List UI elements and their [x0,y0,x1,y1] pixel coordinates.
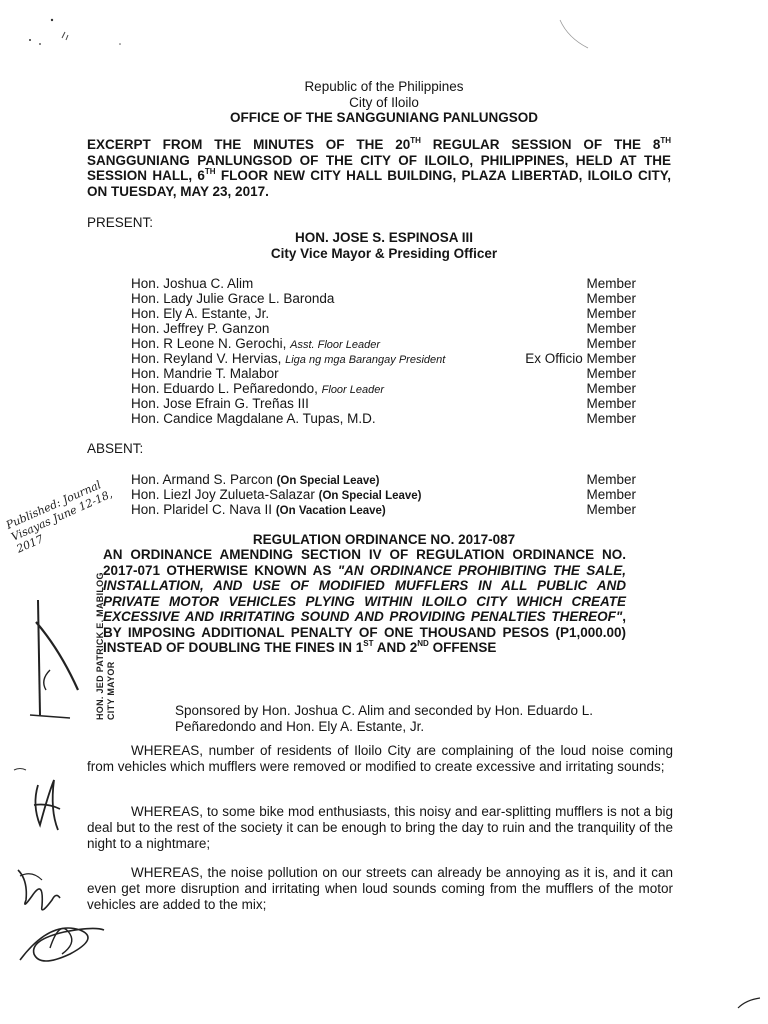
list-item: Hon. Armand S. Parcon (On Special Leave) Member [131,472,636,487]
signature-marks [0,580,130,1000]
whereas-clause: WHEREAS, number of residents of Iloilo City are complaining of the loud noise coming from vehicles which mufflers were removed or modified to create excessive and irritating sounds; [87,743,673,774]
list-item: Hon. Reyland V. Hervias, Liga ng mga Barangay President Ex Officio Member [131,351,636,366]
header-city: City of Iloilo [349,95,419,110]
presiding-name: HON. JOSE S. ESPINOSA III [294,230,474,245]
header-republic: Republic of the Philippines [304,79,464,94]
absent-label: ABSENT: [87,441,144,456]
present-label: PRESENT: [87,215,154,230]
list-item: Hon. Ely A. Estante, Jr. Member [131,306,636,321]
mayor-stamp: HON. JED PATRICK E. MABILOG CITY MAYOR [95,572,116,720]
list-item: Hon. Candice Magdalane A. Tupas, M.D. Member [131,411,636,426]
list-item: Hon. Joshua C. Alim Member [131,276,636,291]
list-item: Hon. Mandrie T. Malabor Member [131,366,636,381]
list-item: Hon. Jeffrey P. Ganzon Member [131,321,636,336]
whereas-clause: WHEREAS, the noise pollution on our streets can already be annoying as it is, and it can even get more disruption and irritating when loud sounds coming from the mufflers of the motor vehicles are added to the mix; [87,865,673,912]
published-note: Published: Journal Visayas June 12-18, 2017 [4,478,115,556]
excerpt-heading: EXCERPT FROM THE MINUTES OF THE 20TH REGULAR SESSION OF THE 8TH SANGGUNIANG PANLUNGSOD OF THE CITY OF ILOILO, PHILIPPINES, HELD AT THE SESSION HALL, 6TH FLOOR NEW CITY HALL BUILDING, PLAZA LIBERTAD, ILOILO CITY, ON TUESDAY, MAY 23, 2017. [87,136,671,199]
presiding-title: City Vice Mayor & Presiding Officer [270,246,498,261]
whereas-clause: WHEREAS, to some bike mod enthusiasts, this noisy and ear-splitting mufflers is not a big deal but to the rest of the society it can be enough to bring the day to ruin and the tranquility of the night to a nightmare; [87,804,673,851]
list-item: Hon. Liezl Joy Zulueta-Salazar (On Special Leave) Member [131,487,636,502]
header-office: OFFICE OF THE SANGGUNIANG PANLUNGSOD [229,110,538,125]
ordinance-description: AN ORDINANCE AMENDING SECTION IV OF REGULATION ORDINANCE NO. 2017-071 OTHERWISE KNOWN AS "AN ORDINANCE PROHIBITING THE SALE, INSTALLATION, AND USE OF MODIFIED MUFFLERS IN ALL PUBLIC AND PRIVATE MOTOR VEHICLES PLYING WITHIN ILOILO CITY WHICH CREATE EXCESSIVE AND IRRITATING SOUND AND PROVIDING PENALTIES THEREOF", BY IMPOSING ADDITIONAL PENALTY OF ONE THOUSAND PESOS (P1,000.00) INSTEAD OF DOUBLING THE FINES IN 1ST AND 2ND OFFENSE [103,547,626,655]
list-item: Hon. Lady Julie Grace L. Baronda Member [131,291,636,306]
sponsor-line: Sponsored by Hon. Joshua C. Alim and seconded by Hon. Eduardo L. Peñaredondo and Hon. Ely A. Estante, Jr. [175,703,594,734]
ordinance-title: REGULATION ORDINANCE NO. 2017-087 [252,532,516,547]
list-item: Hon. R Leone N. Gerochi, Asst. Floor Leader Member [131,336,636,351]
list-item: Hon. Eduardo L. Peñaredondo, Floor Leader Member [131,381,636,396]
list-item: Hon. Plaridel C. Nava II (On Vacation Leave) Member [131,502,636,517]
list-item: Hon. Jose Efrain G. Treñas III Member [131,396,636,411]
